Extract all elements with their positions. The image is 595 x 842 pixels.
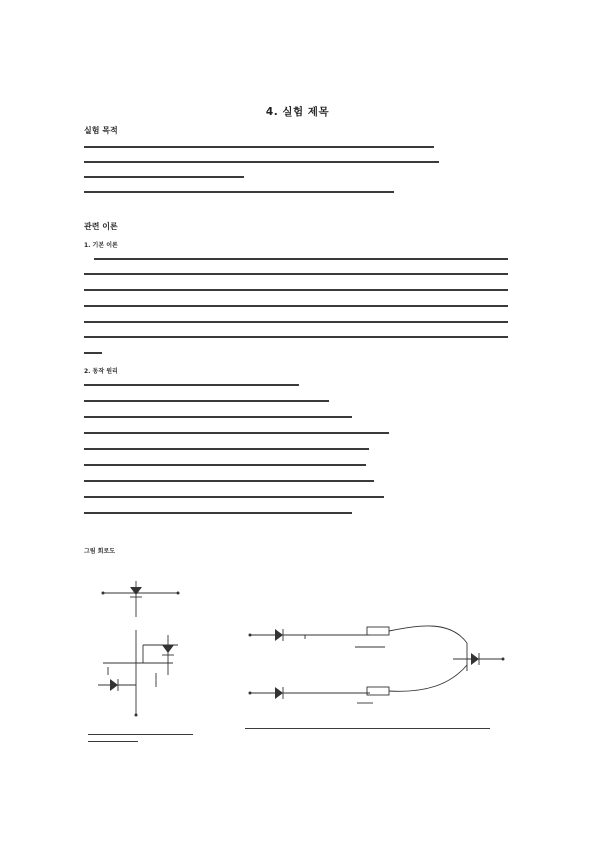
document-title: 4. 실험 제목 [265,106,330,118]
principle-line-9 [84,510,352,516]
principle-line-3 [84,414,352,420]
theory-line-6 [84,334,508,340]
theory-line-4 [84,303,508,309]
principle-line-1 [84,382,299,388]
principle-line-5 [84,446,369,452]
principle-line-2 [84,398,329,404]
figure-label: 그림 회로도 [84,548,116,555]
section-heading-theory: 관련 이론 [84,222,118,231]
principle-line-7 [84,478,374,484]
theory-subheading-2: 2. 동작 원리 [84,368,118,375]
theory-line-2 [84,271,508,277]
section-heading-purpose: 실험 목적 [84,126,118,135]
theory-subheading-1: 1. 기본 이론 [84,242,118,249]
principle-line-6 [84,462,366,468]
purpose-line-2 [84,159,439,165]
theory-line-5 [84,319,508,325]
purpose-line-3 [84,174,244,180]
caption-right [245,726,495,733]
caption-left [88,732,203,746]
theory-line-1 [94,256,508,262]
theory-line-7 [84,350,102,356]
principle-line-8 [84,494,384,500]
theory-line-3 [84,287,508,293]
circuit-diagram-right [245,615,510,720]
circuit-diagram-left [88,575,198,730]
purpose-line-4 [84,189,394,195]
purpose-line-1 [84,144,434,150]
principle-line-4 [84,430,389,436]
